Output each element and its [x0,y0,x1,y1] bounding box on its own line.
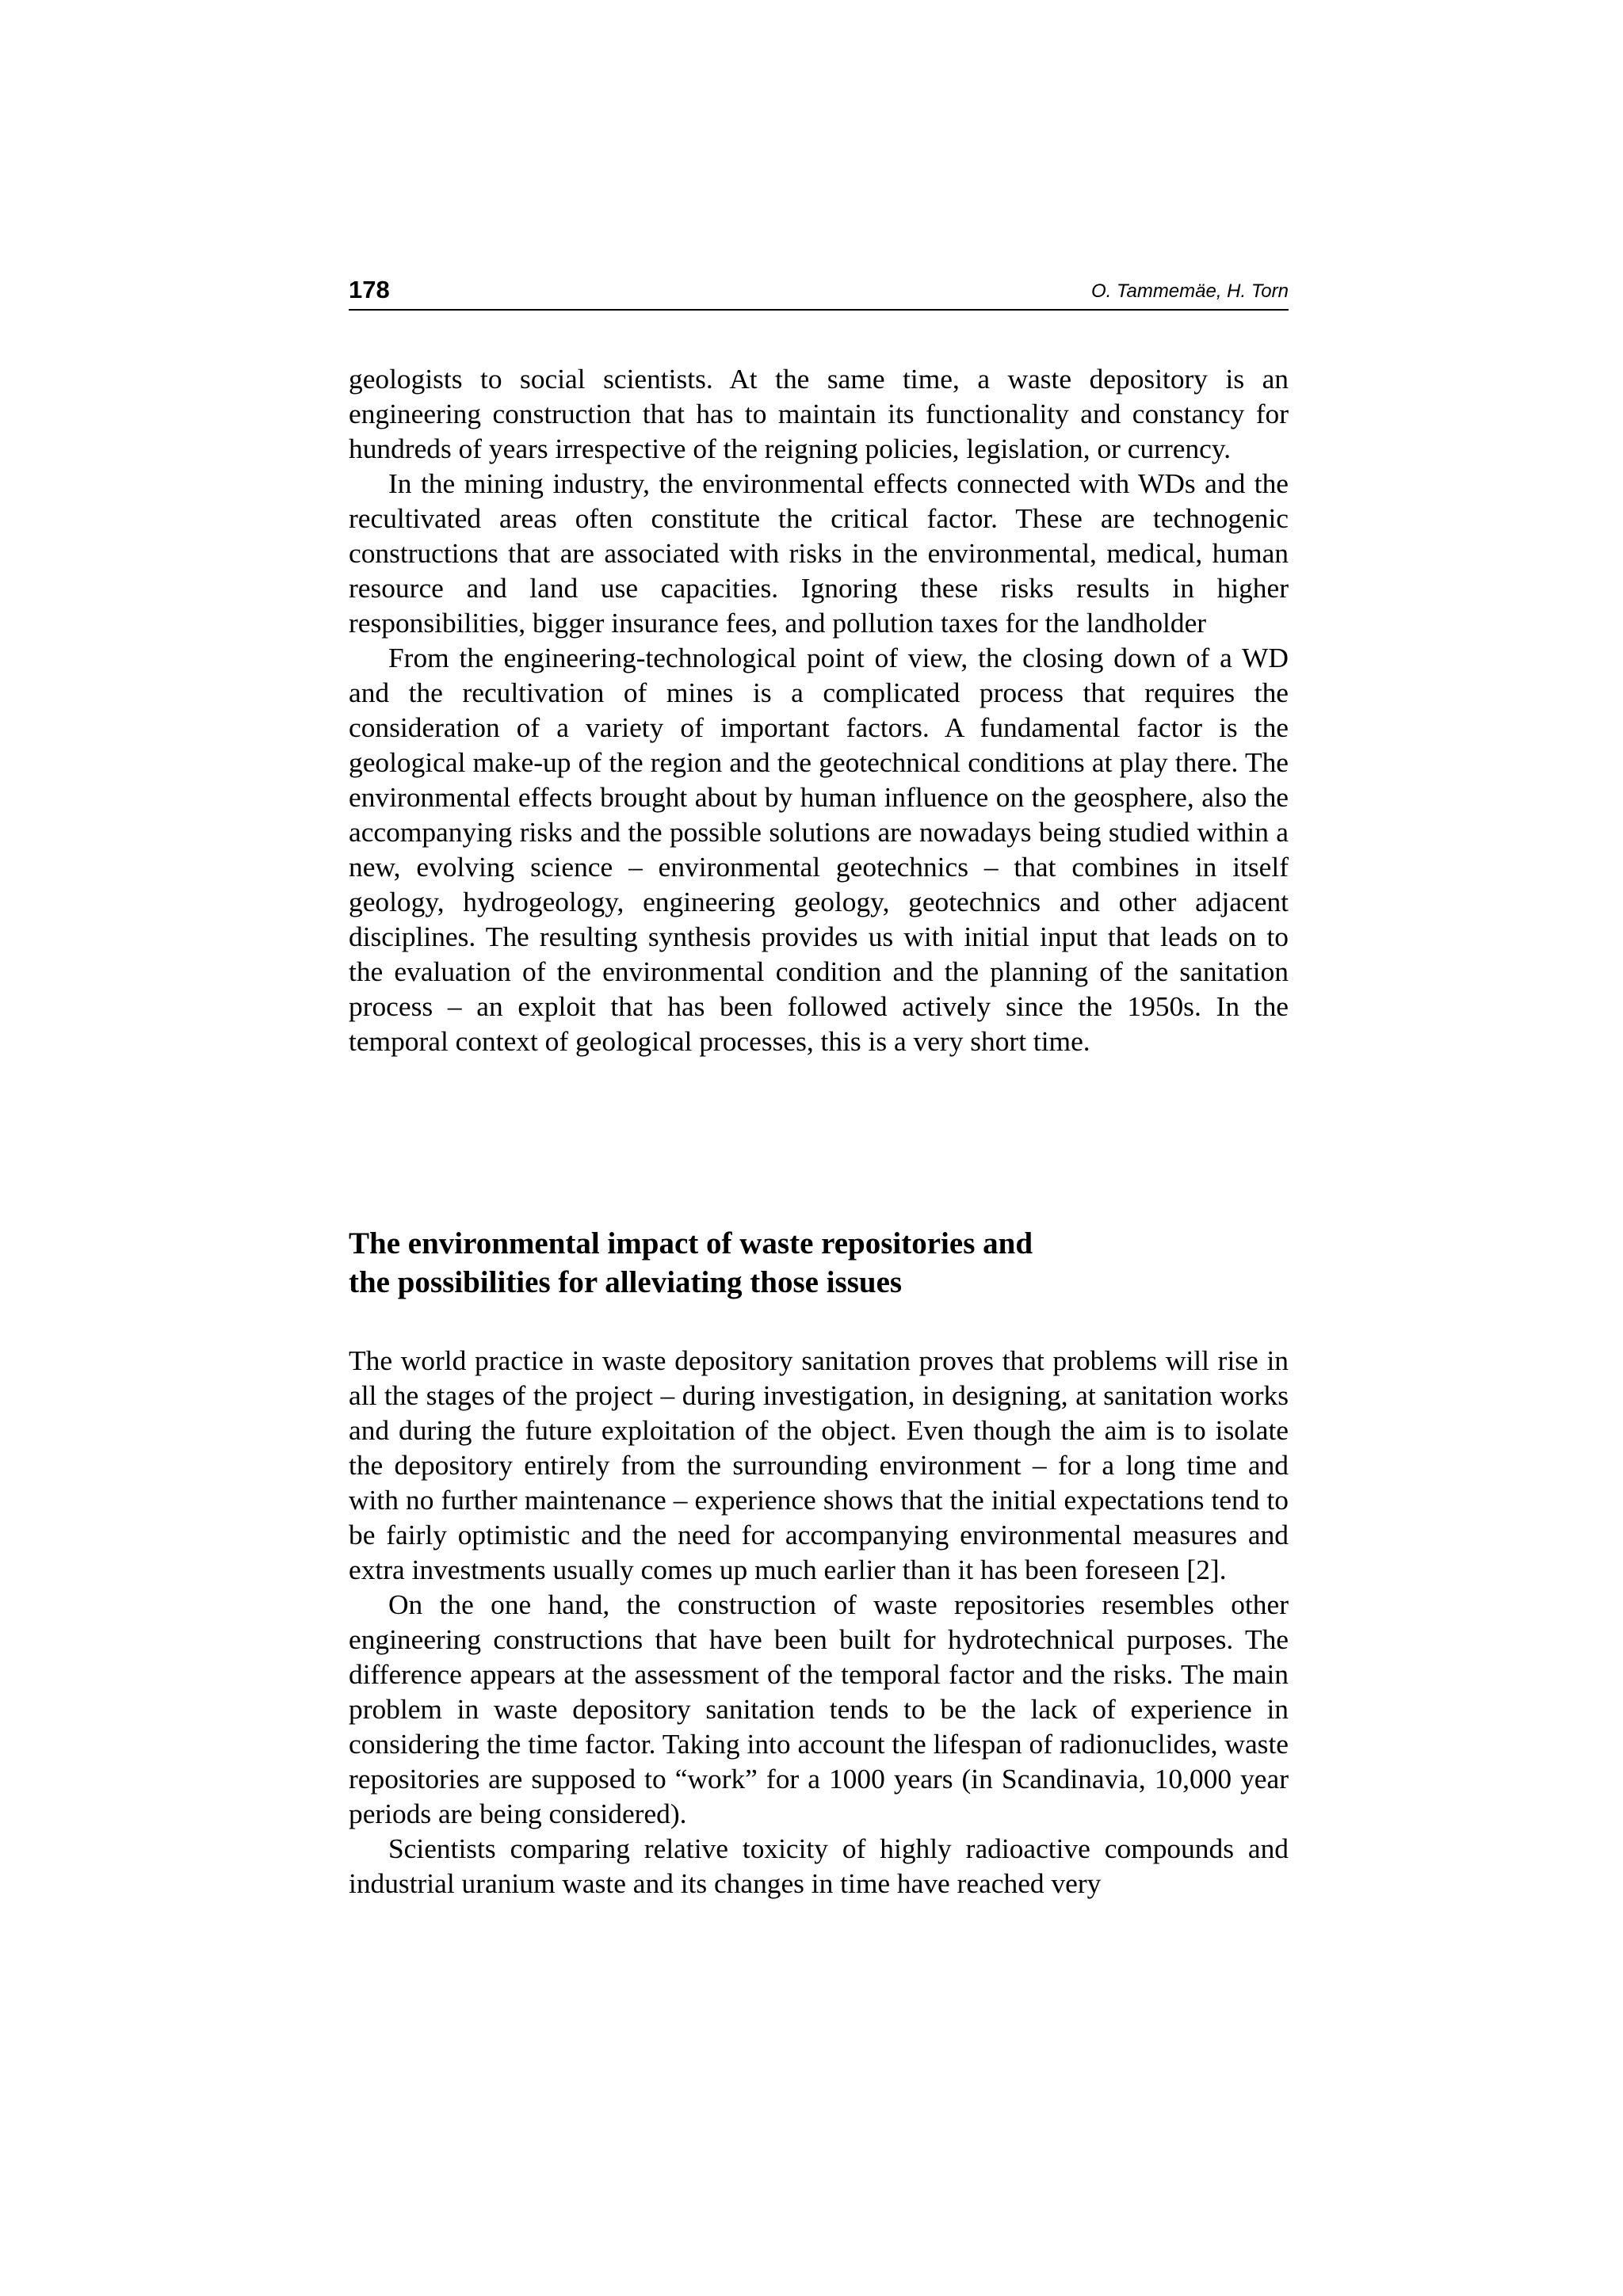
paragraph: The world practice in waste depository sanitation proves that problems will rise in all the stages of the project – during investigation, in designing, at sanitation works and during the future exploitation of the object. Even though the aim is to isolate the depository entirely from the surrounding environment – for a long time and with no further maintenance – experience shows that the initial expectations tend to be fairly optimistic and the need for accompanying environmental measures and extra investments usually comes up much earlier than it has been foreseen [2]. [349,1344,1289,1585]
running-head-authors: O. Tammemäe, H. Torn [1091,280,1289,302]
section-heading [349,1224,1289,1302]
paragraph: geologists to social scientists. At the same time, a waste depository is an engineering construction that has to maintain its functionality and constancy for hundreds of years irrespective of the reigning policies, legislation, or currency. [349,363,1289,464]
section-heading-line-1: The environmental impact of waste repositories and [349,1226,1033,1261]
paragraph: In the mining industry, the environmental effects connected with WDs and the recultivated areas often constitute the critical factor. These are technogenic constructions that are associated with risks in the environmental, medical, human resource and land use capacities. Ignoring these risks results in higher responsibilities, bigger insurance fees, and pollution taxes for the landholder [349,467,1289,639]
paragraph: Scientists comparing relative toxicity of highly radioactive compounds and industrial uranium waste and its changes in time have reached very [349,1833,1289,1899]
running-header [349,271,1289,311]
paragraph: From the engineering-technological point of view, the closing down of a WD and the recultivation of mines is a complicated process that requires the consideration of a variety of important factors. A fundamental factor is the geological make-up of the region and the geotechnical conditions at play there. The environmental effects brought about by human influence on the geosphere, also the accompanying risks and the possible solutions are nowadays being studied within a new, evolving science – environmental geotechnics – that combines in itself geology, hydrogeology, engineering geology, geotechnics and other adjacent disciplines. The resulting synthesis provides us with initial input that leads on to the evaluation of the environmental condition and the planning of the sanitation process – an exploit that has been followed actively since the 1950s. In the temporal context of geological processes, this is a very short time. [349,642,1289,1057]
section-heading-line-2: the possibilities for alleviating those issues [349,1265,903,1299]
page-number: 178 [349,276,390,303]
body-text-section-1 [349,361,1289,1058]
paragraph: On the one hand, the construction of waste repositories resembles other engineering constructions that have been built for hydrotechnical purposes. The difference appears at the assessment of the temporal factor and the risks. The main problem in waste depository sanitation tends to be the lack of experience in considering the time factor. Taking into account the lifespan of radionuclides, waste repositories are supposed to “work” for a 1000 years (in Scandinavia, 10,000 year periods are being considered). [349,1589,1289,1829]
body-text-section-2 [349,1343,1289,1901]
